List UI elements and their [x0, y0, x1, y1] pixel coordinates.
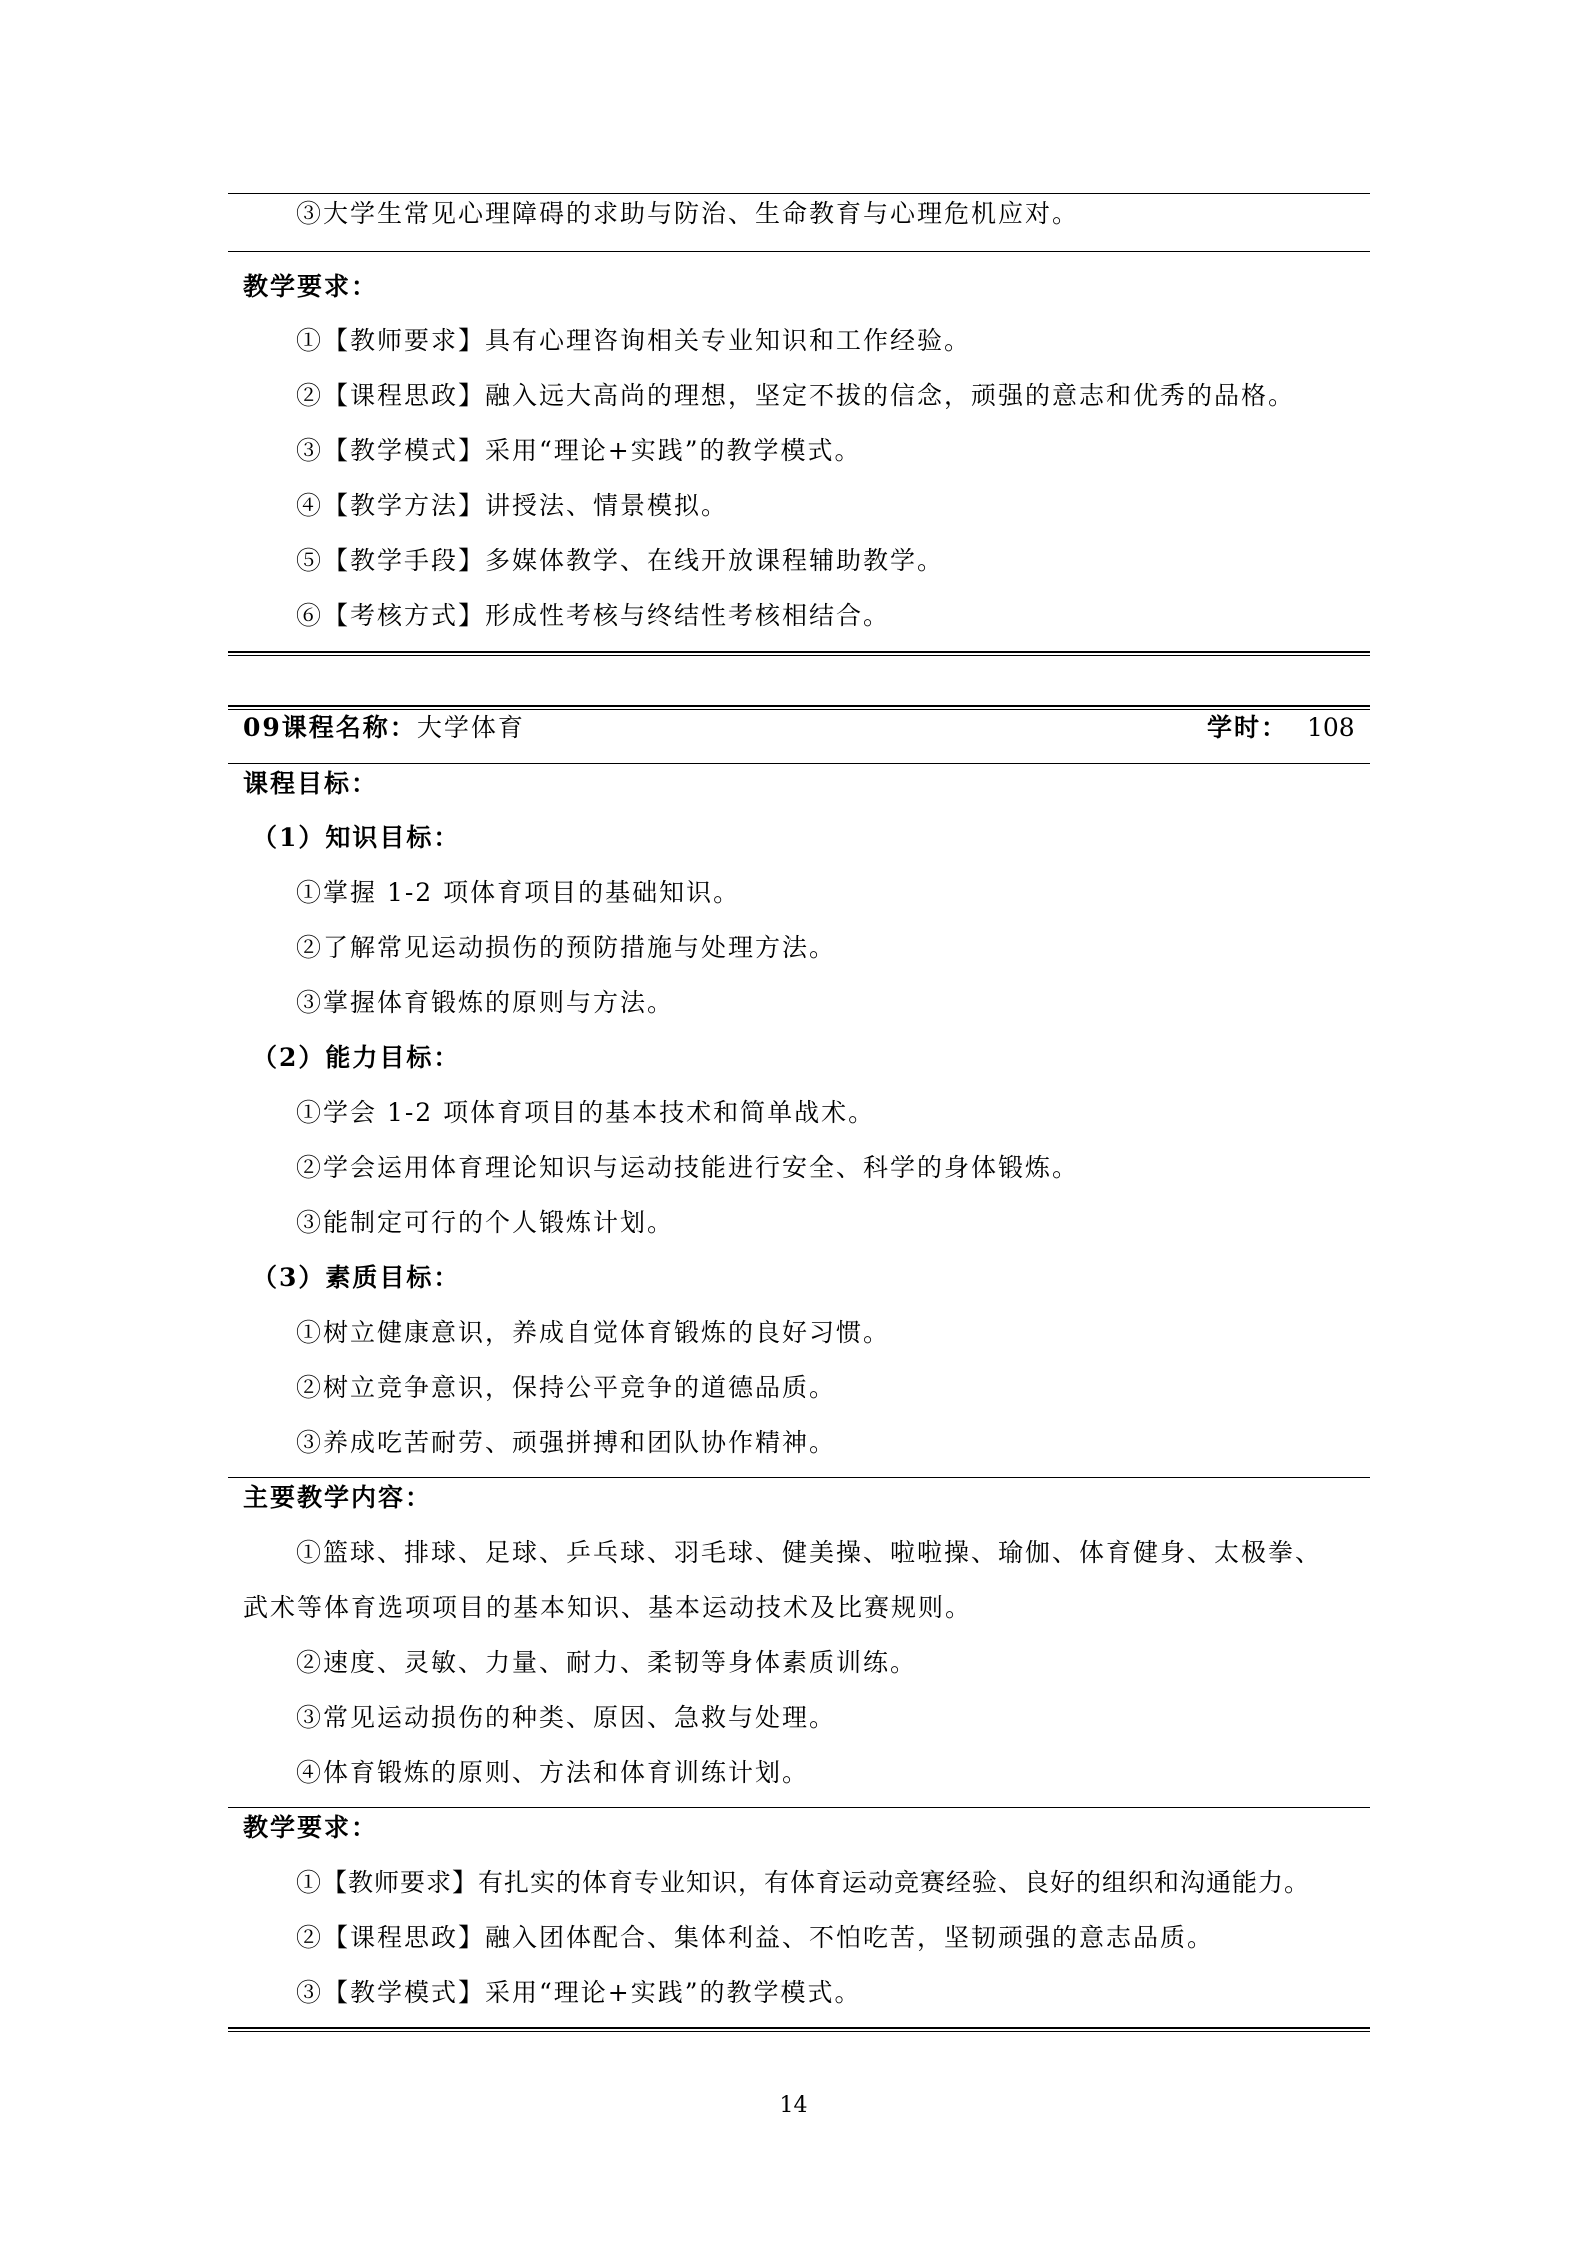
content-item: ①篮球、排球、足球、乒乓球、羽毛球、健美操、啦啦操、瑜伽、体育健身、太极拳、	[296, 1538, 1323, 1567]
page-number: 14	[779, 2093, 808, 2118]
requirement-item: ③【教学模式】采用“理论+实践”的教学模式。	[296, 436, 862, 465]
table-border-top	[228, 193, 1370, 194]
objective-item: ③养成吃苦耐劳、顽强拼搏和团队协作精神。	[296, 1428, 837, 1457]
table-border-bottom	[228, 651, 1370, 656]
content-item: ③大学生常见心理障碍的求助与防治、生命教育与心理危机应对。	[296, 199, 1080, 228]
section-heading-content: 主要教学内容：	[243, 1483, 433, 1512]
table-divider	[228, 251, 1370, 252]
table-border-top	[228, 705, 1370, 710]
course-name-label: 课程名称：	[281, 713, 417, 742]
requirement-item: ④【教学方法】讲授法、情景模拟。	[296, 491, 729, 520]
requirement-item: ①【教师要求】具有心理咨询相关专业知识和工作经验。	[296, 326, 972, 355]
objective-item: ①学会 1-2 项体育项目的基本技术和简单战术。	[296, 1098, 876, 1127]
content-item: ②速度、灵敏、力量、耐力、柔韧等身体素质训练。	[296, 1648, 918, 1677]
subheading-ability: （2）能力目标：	[252, 1043, 461, 1072]
section-heading-objectives: 课程目标：	[243, 769, 379, 798]
table-divider	[228, 1477, 1370, 1478]
subheading-knowledge: （1）知识目标：	[252, 823, 461, 852]
course-number: 09	[243, 713, 282, 742]
course-title	[243, 711, 525, 745]
table-divider	[228, 763, 1370, 764]
hours-label: 学时：	[1207, 713, 1289, 742]
objective-item: ①树立健康意识，养成自觉体育锻炼的良好习惯。	[296, 1318, 891, 1347]
objective-item: ①掌握 1-2 项体育项目的基础知识。	[296, 878, 741, 907]
content-item: ③常见运动损伤的种类、原因、急救与处理。	[296, 1703, 837, 1732]
objective-item: ②学会运用体育理论知识与运动技能进行安全、科学的身体锻炼。	[296, 1153, 1080, 1182]
table-divider	[228, 1807, 1370, 1808]
section-heading-requirements: 教学要求：	[243, 1813, 379, 1842]
section-heading-requirements: 教学要求：	[243, 272, 379, 301]
hours-value: 108	[1307, 713, 1355, 742]
requirement-item: ①【教师要求】有扎实的体育专业知识，有体育运动竞赛经验、良好的组织和沟通能力。	[296, 1868, 1311, 1897]
objective-item: ③能制定可行的个人锻炼计划。	[296, 1208, 675, 1237]
objective-item: ③掌握体育锻炼的原则与方法。	[296, 988, 675, 1017]
requirement-item: ②【课程思政】融入远大高尚的理想，坚定不拔的信念，顽强的意志和优秀的品格。	[296, 381, 1296, 410]
requirement-item: ②【课程思政】融入团体配合、集体利益、不怕吃苦，坚韧顽强的意志品质。	[296, 1923, 1215, 1952]
requirement-item: ⑥【考核方式】形成性考核与终结性考核相结合。	[296, 601, 891, 630]
content-item: ④体育锻炼的原则、方法和体育训练计划。	[296, 1758, 810, 1787]
table-border-bottom	[228, 2027, 1370, 2032]
subheading-quality: （3）素质目标：	[252, 1263, 461, 1292]
requirement-item: ③【教学模式】采用“理论+实践”的教学模式。	[296, 1978, 862, 2007]
requirement-item: ⑤【教学手段】多媒体教学、在线开放课程辅助教学。	[296, 546, 945, 575]
objective-item: ②树立竞争意识，保持公平竞争的道德品质。	[296, 1373, 837, 1402]
objective-item: ②了解常见运动损伤的预防措施与处理方法。	[296, 933, 837, 962]
course-name: 大学体育	[416, 713, 525, 742]
content-item-continuation: 武术等体育选项项目的基本知识、基本运动技术及比赛规则。	[243, 1593, 973, 1622]
